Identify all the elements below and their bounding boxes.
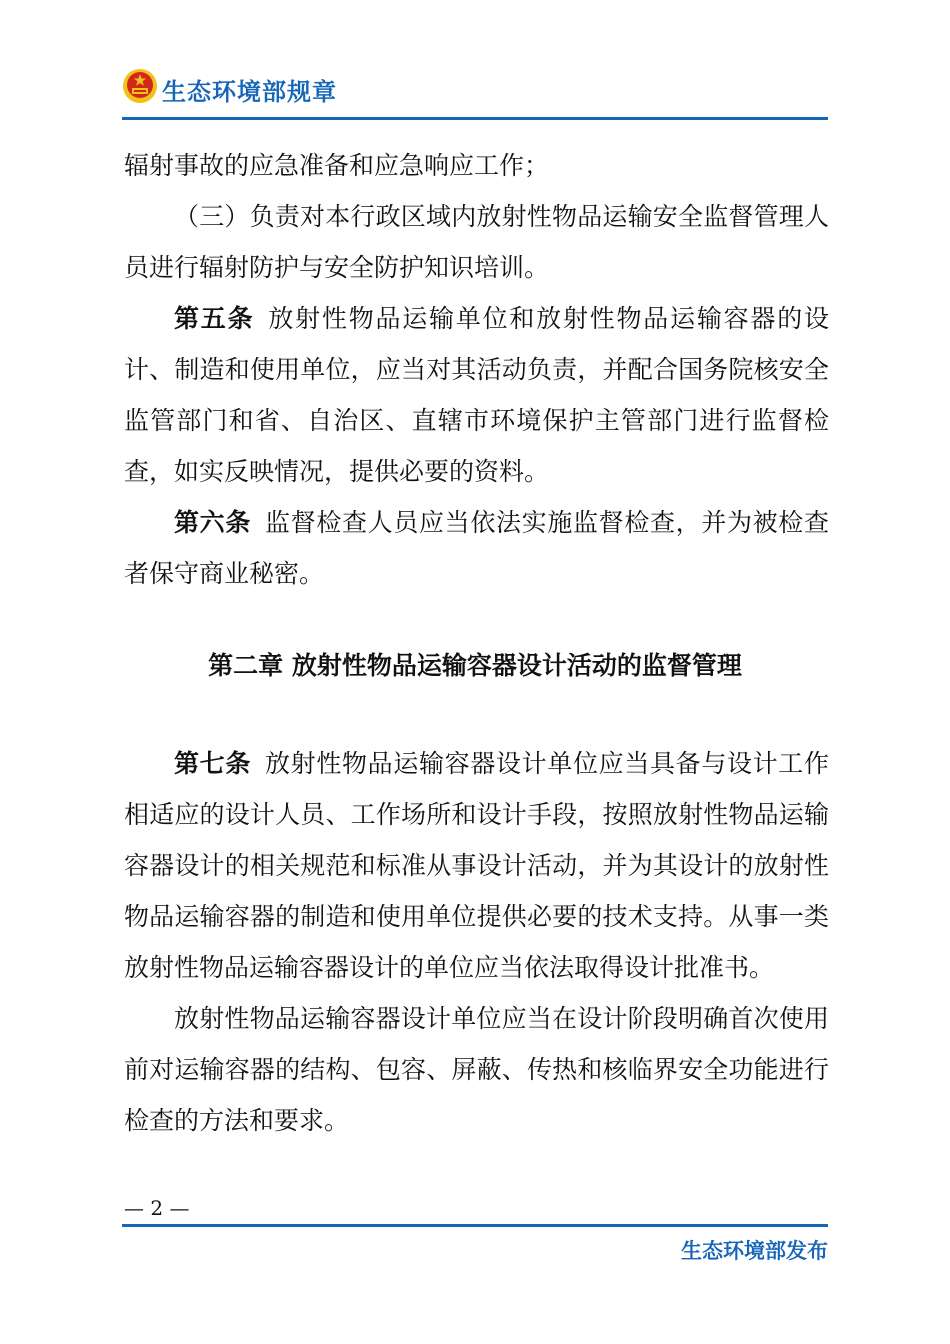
header-divider xyxy=(122,117,828,120)
footer-divider xyxy=(122,1224,828,1227)
article-number: 第七条 xyxy=(174,749,251,778)
page-header xyxy=(122,66,828,116)
paragraph-text: （三）负责对本行政区域内放射性物品运输安全监督管理人员进行辐射防护与安全防护知识培训。 xyxy=(124,202,829,282)
article-number: 第五条 xyxy=(174,304,255,333)
paragraph xyxy=(124,993,829,1146)
body-text-bottom xyxy=(124,738,829,1146)
body-text-top xyxy=(124,140,829,599)
article-number: 第六条 xyxy=(174,508,251,537)
paragraph-text: 辐射事故的应急准备和应急响应工作； xyxy=(124,151,550,180)
paragraph xyxy=(124,191,829,293)
national-emblem-icon xyxy=(122,68,158,104)
chapter-title: 第二章 放射性物品运输容器设计活动的监督管理 xyxy=(208,651,742,680)
article-paragraph xyxy=(124,738,829,993)
page-number: — 2 — xyxy=(124,1196,190,1220)
paragraph-text: 监督检查人员应当依法实施监督检查，并为被检查者保守商业秘密。 xyxy=(124,508,829,588)
paragraph-text: 放射性物品运输容器设计单位应当在设计阶段明确首次使用前对运输容器的结构、包容、屏蔽、传热和核临界安全功能进行检查的方法和要求。 xyxy=(124,1004,829,1135)
paragraph xyxy=(124,140,829,191)
paragraph-text: 放射性物品运输单位和放射性物品运输容器的设计、制造和使用单位，应当对其活动负责，并配合国务院核安全监管部门和省、自治区、直辖市环境保护主管部门进行监督检查，如实反映情况，提供必要的资料。 xyxy=(124,304,829,486)
article-paragraph xyxy=(124,293,829,497)
article-paragraph xyxy=(124,497,829,599)
paragraph-text: 放射性物品运输容器设计单位应当具备与设计工作相适应的设计人员、工作场所和设计手段，按照放射性物品运输容器设计的相关规范和标准从事设计活动，并为其设计的放射性物品运输容器的制造和使用单位提供必要的技术支持。从事一类放射性物品运输容器设计的单位应当依法取得设计批准书。 xyxy=(124,749,829,982)
footer-publisher: 生态环境部发布 xyxy=(681,1239,828,1263)
header-title: 生态环境部规章 xyxy=(162,78,337,106)
